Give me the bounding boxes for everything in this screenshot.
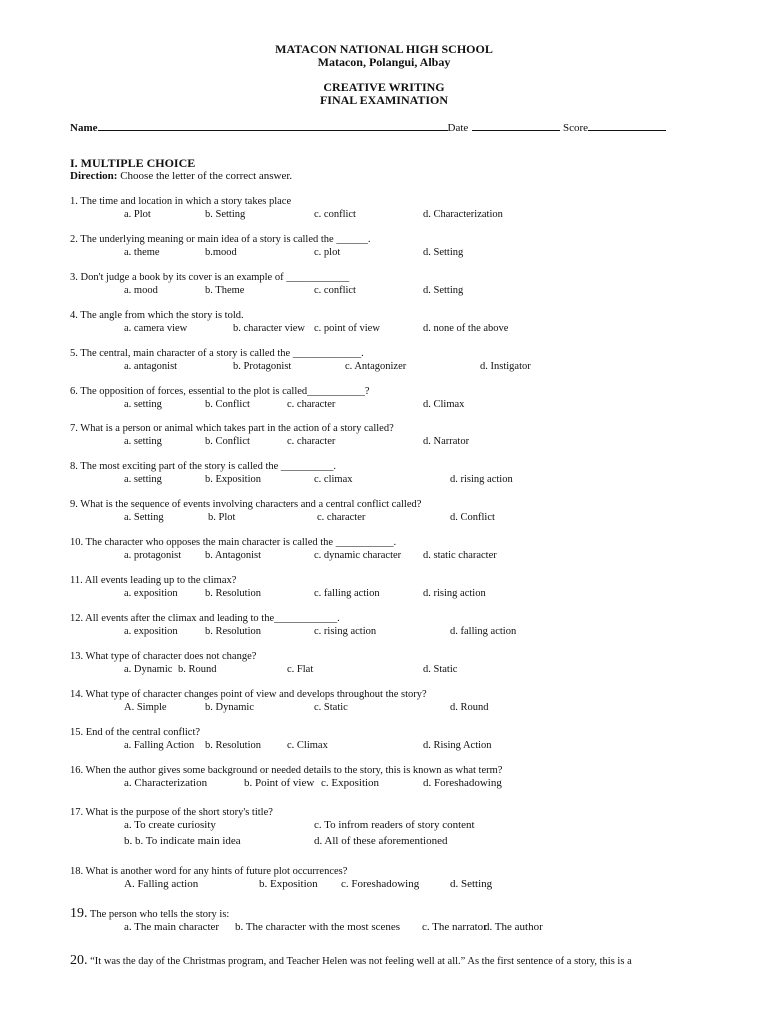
option-d[interactable]: d. All of these aforementioned	[314, 835, 448, 847]
question-3	[70, 271, 464, 297]
option-b[interactable]: b. Exposition	[205, 474, 262, 485]
option-c[interactable]: c. Exposition	[321, 777, 380, 789]
option-b[interactable]: b. Exposition	[259, 878, 318, 890]
option-d[interactable]: d. The author	[484, 921, 543, 933]
question-16	[70, 764, 502, 793]
answer-options	[70, 878, 493, 894]
option-c[interactable]: c. Flat	[287, 664, 314, 675]
answer-options	[70, 701, 489, 714]
subject-title: CREATIVE WRITING	[323, 80, 445, 94]
option-b[interactable]: b. The character with the most scenes	[235, 921, 401, 933]
exam-title: FINAL EXAMINATION	[319, 93, 449, 107]
option-a[interactable]: a. theme	[124, 247, 160, 258]
option-d[interactable]: d. Conflict	[450, 512, 495, 523]
question-text: 11. All events leading up to the climax?	[70, 575, 237, 586]
option-c[interactable]: c. character	[287, 399, 336, 410]
option-a[interactable]: a. Dynamic	[124, 664, 173, 675]
name-label: Name	[70, 122, 98, 134]
option-b[interactable]: b. b. To indicate main idea	[124, 835, 241, 847]
name-blank[interactable]	[98, 119, 448, 131]
option-d[interactable]: d. Narrator	[423, 436, 470, 447]
question-13	[70, 650, 458, 676]
option-a[interactable]: a. Setting	[124, 512, 164, 523]
option-b[interactable]: b.mood	[205, 247, 237, 258]
answer-options	[70, 398, 465, 411]
question-17	[70, 806, 475, 851]
question-text: 20. “It was the day of the Christmas program, and Teacher Helen was not feeling well at all.” As the first sentence of a story, this is a	[70, 953, 632, 968]
option-c[interactable]: c. character	[287, 436, 336, 447]
question-text: 7. What is a person or animal which takes part in the action of a story called?	[70, 423, 394, 434]
option-d[interactable]: d. Foreshadowing	[423, 777, 502, 789]
answer-options-row-1	[70, 819, 475, 835]
option-a[interactable]: A. Falling action	[124, 878, 199, 890]
question-2	[70, 233, 464, 259]
option-a[interactable]: a. setting	[124, 436, 162, 447]
answer-options	[70, 921, 543, 937]
option-b[interactable]: b. character view	[233, 323, 305, 334]
option-a[interactable]: a. The main character	[124, 921, 220, 933]
question-text: 10. The character who opposes the main character is called the ___________.	[70, 537, 397, 548]
answer-options	[70, 587, 486, 600]
answer-options	[70, 473, 513, 486]
option-b[interactable]: b. Protagonist	[233, 361, 292, 372]
question-text: 14. What type of character changes point of view and develops throughout the story?	[70, 689, 427, 700]
question-text: 19. The person who tells the story is:	[70, 906, 230, 921]
option-d[interactable]: d. static character	[423, 550, 497, 561]
document-header	[0, 43, 768, 107]
question-8	[70, 460, 513, 486]
option-d[interactable]: d. Static	[423, 664, 458, 675]
option-c[interactable]: c. To infrom readers of story content	[314, 819, 475, 831]
answer-options	[70, 360, 531, 373]
option-d[interactable]: d. Setting	[450, 878, 493, 890]
option-a[interactable]: A. Simple	[124, 702, 167, 713]
option-d[interactable]: d. falling action	[450, 626, 517, 637]
question-number: 20.	[70, 953, 88, 968]
option-a[interactable]: a. mood	[124, 285, 158, 296]
question-text: 12. All events after the climax and leading to the____________.	[70, 613, 340, 624]
question-12	[70, 612, 517, 638]
direction-label: Direction:	[70, 170, 118, 182]
date-blank[interactable]	[472, 119, 560, 131]
answer-options	[70, 549, 497, 562]
question-number: 19.	[70, 906, 88, 921]
answer-options	[70, 246, 464, 259]
option-b[interactable]: b. Theme	[205, 285, 245, 296]
option-a[interactable]: a. setting	[124, 399, 162, 410]
question-text: 2. The underlying meaning or main idea of a story is called the ______.	[70, 234, 371, 245]
answer-options	[70, 284, 464, 297]
question-5	[70, 347, 531, 373]
option-c[interactable]: c. dynamic character	[314, 550, 402, 561]
option-a[interactable]: a. Falling Action	[124, 740, 195, 751]
option-d[interactable]: d. Round	[450, 702, 489, 713]
answer-options	[70, 777, 502, 793]
option-b[interactable]: b. Round	[178, 664, 217, 675]
option-a[interactable]: a. Plot	[124, 209, 151, 220]
direction-text: Choose the letter of the correct answer.	[117, 170, 293, 182]
answer-options	[70, 739, 492, 752]
option-c[interactable]: c. conflict	[314, 209, 356, 220]
question-text: 3. Don't judge a book by its cover is an example of ____________	[70, 272, 350, 283]
date-label: Date	[447, 122, 469, 134]
question-text: 16. When the author gives some background or needed details to the story, this is known as what term?	[70, 765, 503, 776]
question-1	[70, 195, 503, 221]
question-14	[70, 688, 489, 714]
option-b[interactable]: b. Point of view	[244, 777, 315, 789]
option-c[interactable]: c. falling action	[314, 588, 380, 599]
school-name: MATACON NATIONAL HIGH SCHOOL	[275, 42, 493, 56]
option-b[interactable]: b. Conflict	[205, 436, 250, 447]
option-d[interactable]: d. Rising Action	[423, 740, 492, 751]
option-b[interactable]: b. Resolution	[205, 740, 262, 751]
option-c[interactable]: c. point of view	[314, 323, 380, 334]
direction-line	[70, 170, 292, 182]
answer-options-row-2	[70, 835, 448, 851]
option-c[interactable]: c. Climax	[287, 740, 328, 751]
option-d[interactable]: d. Climax	[423, 399, 465, 410]
answer-options	[70, 625, 517, 638]
option-a[interactable]: a. To create curiosity	[124, 819, 216, 831]
answer-options	[70, 511, 495, 524]
option-d[interactable]: d. rising action	[423, 588, 486, 599]
question-4	[70, 309, 509, 335]
option-a[interactable]: a. camera view	[124, 323, 188, 334]
option-c[interactable]: c. character	[317, 512, 366, 523]
question-text: 8. The most exciting part of the story is called the __________.	[70, 461, 337, 472]
option-c[interactable]: c. plot	[314, 247, 341, 258]
question-text: 13. What type of character does not change?	[70, 651, 257, 662]
option-a[interactable]: a. exposition	[124, 626, 178, 637]
answer-options	[70, 322, 509, 335]
question-text: 15. End of the central conflict?	[70, 727, 201, 738]
question-6	[70, 385, 465, 411]
option-c[interactable]: c. climax	[314, 474, 353, 485]
option-c[interactable]: c. Antagonizer	[345, 361, 407, 372]
option-c[interactable]: c. conflict	[314, 285, 356, 296]
option-b[interactable]: b. Setting	[205, 209, 246, 220]
option-d[interactable]: d. none of the above	[423, 323, 509, 334]
option-b[interactable]: b. Plot	[208, 512, 236, 523]
question-text: 5. The central, main character of a story is called the _____________.	[70, 348, 364, 359]
question-text: 9. What is the sequence of events involving characters and a central conflict called?	[70, 499, 422, 510]
option-b[interactable]: b. Antagonist	[205, 550, 262, 561]
score-blank[interactable]	[588, 119, 666, 131]
question-text: 18. What is another word for any hints of future plot occurrences?	[70, 866, 348, 877]
option-a[interactable]: a. antagonist	[124, 361, 178, 372]
option-d[interactable]: d. Instigator	[480, 361, 531, 372]
question-7	[70, 422, 470, 448]
question-10	[70, 536, 497, 562]
question-text: 1. The time and location in which a story takes place	[70, 196, 292, 207]
question-9	[70, 498, 495, 524]
answer-options	[70, 663, 458, 676]
school-address: Matacon, Polangui, Albay	[317, 55, 451, 69]
score-label: Score	[563, 122, 589, 134]
option-c[interactable]: c. Foreshadowing	[341, 878, 420, 890]
question-15	[70, 726, 492, 752]
question-18	[70, 865, 493, 894]
question-20	[70, 954, 632, 968]
option-a[interactable]: a. setting	[124, 474, 162, 485]
option-c[interactable]: c. Static	[314, 702, 348, 713]
option-a[interactable]: a. exposition	[124, 588, 178, 599]
option-b[interactable]: b. Conflict	[205, 399, 250, 410]
option-b[interactable]: b. Dynamic	[205, 702, 254, 713]
section-title: I. MULTIPLE CHOICE	[70, 156, 196, 170]
question-19	[70, 906, 543, 937]
option-b[interactable]: b. Resolution	[205, 588, 262, 599]
answer-options	[70, 208, 503, 221]
option-d[interactable]: d. Setting	[423, 285, 464, 296]
answer-options	[70, 435, 470, 448]
option-a[interactable]: a. Characterization	[124, 777, 208, 789]
option-c[interactable]: c. rising action	[314, 626, 377, 637]
question-text: 6. The opposition of forces, essential to the plot is called___________?	[70, 386, 370, 397]
option-d[interactable]: d. rising action	[450, 474, 513, 485]
question-text: 17. What is the purpose of the short story's title?	[70, 807, 273, 818]
option-a[interactable]: a. protagonist	[124, 550, 182, 561]
question-text: 4. The angle from which the story is told.	[70, 310, 244, 321]
question-11	[70, 574, 486, 600]
student-info-line	[70, 119, 670, 134]
option-c[interactable]: c. The narrator	[422, 921, 487, 933]
option-b[interactable]: b. Resolution	[205, 626, 262, 637]
option-d[interactable]: d. Setting	[423, 247, 464, 258]
option-d[interactable]: d. Characterization	[423, 209, 503, 220]
